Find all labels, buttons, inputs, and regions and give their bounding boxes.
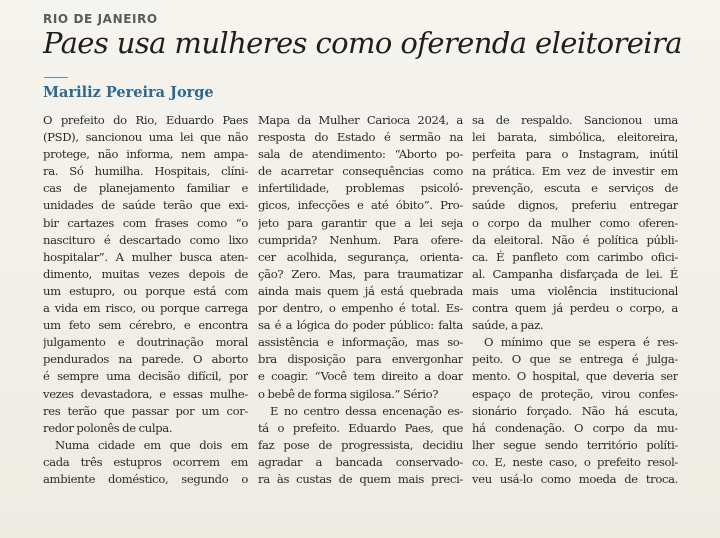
text-line: O mínimo que se espera é res-: [484, 335, 678, 350]
text-line: agradar a bancada conservado-: [258, 454, 463, 469]
text-line: de acarretar consequências como: [258, 164, 463, 179]
text-line: ção? Zero. Mas, para traumatizar: [258, 266, 463, 281]
text-line: mento. O hospital, que deveria ser: [472, 369, 678, 384]
text-line: ca. É panfleto com carimbo ofici-: [472, 249, 678, 264]
text-line: saúde dignos, preferiu entregar: [472, 198, 678, 213]
text-line: espaço de proteção, virou confes-: [472, 386, 678, 401]
text-line: cer acolhida, segurança, orienta-: [258, 249, 463, 264]
text-line: gicos, infecções e até óbito”. Pro-: [258, 198, 463, 213]
text-line: tá o prefeito. Eduardo Paes, que: [258, 420, 463, 435]
text-line: peito. O que se entrega é julga-: [472, 352, 678, 367]
text-line: há condenação. O corpo da mu-: [472, 420, 678, 435]
text-line: o bebê de forma sigilosa.” Sério?: [258, 386, 439, 401]
text-line: ainda mais quem já está quebrada: [258, 283, 463, 298]
text-line: dimento, muitas vezes depois de: [43, 266, 248, 281]
text-line: e coagir. “Você tem direito a doar: [258, 369, 463, 384]
text-line: hospitalar”. A mulher busca aten-: [43, 249, 248, 264]
text-line: ra às custas de quem mais preci-: [258, 471, 463, 486]
text-line: a vida em risco, ou porque carrega: [43, 301, 248, 316]
text-line: julgamento e doutrinação moral: [43, 335, 248, 350]
text-line: um feto sem cérebro, e encontra: [43, 318, 248, 333]
text-line: resposta do Estado é sermão na: [258, 130, 463, 145]
text-line: cas de planejamento familiar e: [43, 181, 248, 196]
text-line: ambiente doméstico, segundo o: [43, 471, 248, 486]
article-column-3: [472, 112, 678, 488]
text-line: (PSD), sancionou uma lei que não: [43, 130, 248, 145]
author-byline: Mariliz Pereira Jorge: [43, 84, 214, 101]
byline-divider: [44, 77, 68, 78]
text-line: co. E, neste caso, o prefeito resol-: [472, 454, 678, 469]
text-line: pendurados na parede. O aborto: [43, 352, 248, 367]
text-line: al. Campanha disfarçada de lei. É: [472, 266, 678, 281]
text-line: res terão que passar por um cor-: [43, 403, 248, 418]
article-column-1: [43, 112, 248, 488]
text-line: Mapa da Mulher Carioca 2024, a: [258, 113, 463, 127]
text-line: na prática. Em vez de investir em: [472, 164, 678, 179]
text-line: lher segue sendo território políti-: [472, 437, 678, 452]
text-line: unidades de saúde terão que exi-: [43, 198, 248, 213]
text-line: por dentro, o empenho é total. Es-: [258, 301, 463, 316]
text-line: assistência e informação, mas so-: [258, 335, 463, 350]
text-line: lei barata, simbólica, eleitoreira,: [472, 130, 678, 145]
text-line: Numa cidade em que dois em: [55, 437, 248, 452]
text-line: sa é a lógica do poder público: falta: [258, 318, 463, 333]
text-line: O prefeito do Rio, Eduardo Paes: [43, 113, 248, 127]
text-line: é sempre uma decisão difícil, por: [43, 369, 248, 384]
text-line: redor polonês de culpa.: [43, 420, 173, 435]
text-line: prevenção, escuta e serviços de: [472, 181, 678, 196]
text-line: sa de respaldo. Sancionou uma: [472, 113, 678, 127]
section-label: RIO DE JANEIRO: [43, 12, 158, 26]
text-line: perfeita para o Instagram, inútil: [472, 147, 678, 162]
text-line: nascituro é descartado como lixo: [43, 232, 248, 247]
text-line: sala de atendimento: “Aborto po-: [258, 147, 463, 162]
text-line: E no centro dessa encenação es-: [270, 403, 463, 418]
text-line: mais uma violência institucional: [472, 283, 678, 298]
text-line: jeto para garantir que a lei seja: [258, 215, 463, 230]
text-line: cada três estupros ocorrem em: [43, 454, 248, 469]
text-line: cumprida? Nenhum. Para ofere-: [258, 232, 463, 247]
headline: Paes usa mulheres como oferenda eleitoreira: [43, 26, 682, 60]
text-line: sionário forçado. Não há escuta,: [472, 403, 678, 418]
text-line: o corpo da mulher como oferen-: [472, 215, 678, 230]
text-line: protege, não informa, nem ampa-: [43, 147, 248, 162]
text-line: ra. Só humilha. Hospitais, clíni-: [43, 164, 248, 179]
text-line: saúde, a paz.: [472, 318, 544, 333]
text-line: bra disposição para envergonhar: [258, 352, 463, 367]
text-line: contra quem já perdeu o corpo, a: [472, 301, 678, 316]
text-line: um estupro, ou porque está com: [43, 283, 248, 298]
article-column-2: [258, 112, 463, 488]
text-line: faz pose de progressista, decidiu: [258, 437, 463, 452]
text-line: da eleitoral. Não é política públi-: [472, 232, 678, 247]
text-line: infertilidade, problemas psicoló-: [258, 181, 463, 196]
text-line: veu usá-lo como moeda de troca.: [472, 471, 678, 486]
text-line: vezes devastadora, e essas mulhe-: [43, 386, 248, 401]
text-line: bir cartazes com frases como “o: [43, 215, 248, 230]
